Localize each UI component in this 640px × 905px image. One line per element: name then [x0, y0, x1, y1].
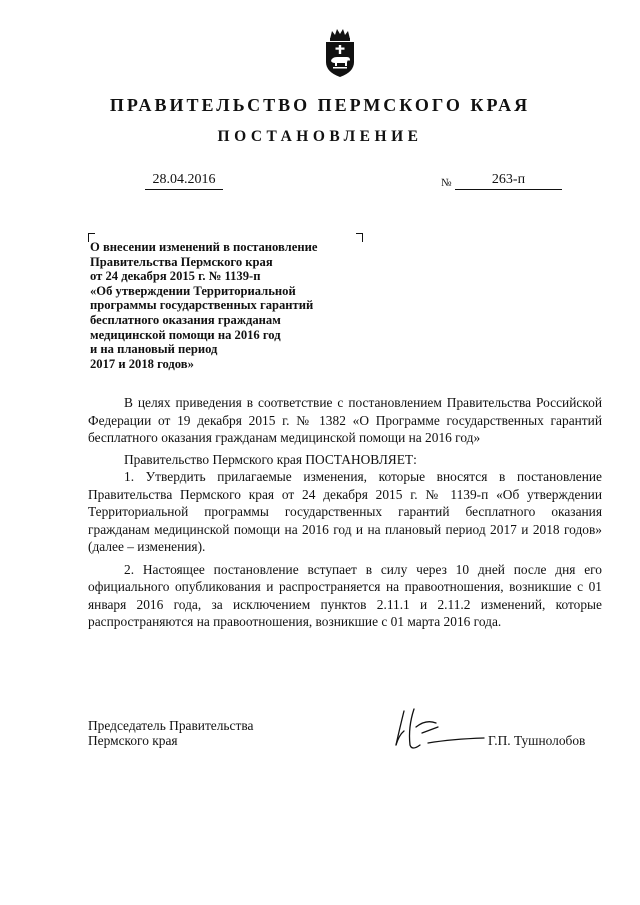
preamble-paragraph: В целях приведения в соответствие с постановлением Правительства Российской Федерации от 19 декабря 2015 г. № 1382 «О Программе государственных гарантий бесплатного оказания гражданам медицинской помощи на 2016 год» [88, 395, 602, 445]
subject-line: бесплатного оказания гражданам [90, 312, 281, 327]
perm-krai-coat-of-arms-icon [323, 28, 357, 78]
subject-line: 2017 и 2018 годов» [90, 356, 194, 371]
clause-2-paragraph: 2. Настоящее постановление вступает в силу через 10 дней после дня его официального опубликования и распространяется на правоотношения, возникшие с 01 января 2016 года, за исключением пунктов 2.11.1 и 2.11.2 изменений, которые распространяются на правоотношения, возникшие с 01 марта 2016 года. [88, 561, 602, 629]
government-title: ПРАВИТЕЛЬСТВО ПЕРМСКОГО КРАЯ [109, 95, 531, 115]
subject-line: О внесении изменений в постановление [90, 240, 318, 254]
subject-line: и на плановый период [90, 342, 218, 357]
document-subject [90, 240, 390, 371]
subject-line: «Об утверждении Территориальной [90, 283, 296, 298]
signer-position-line: Пермского края [88, 733, 178, 748]
resolves-paragraph: Правительство Пермского края ПОСТАНОВЛЯЕТ: [124, 451, 417, 467]
subject-line: Правительства Пермского края [90, 254, 273, 269]
number-sign: № [441, 177, 452, 189]
signer-name: Г.П. Тушнолобов [488, 733, 586, 748]
subject-line: от 24 декабря 2015 г. № 1139-п [90, 269, 261, 284]
document-number: 263-п [455, 172, 562, 190]
document-body [88, 394, 602, 631]
subject-line: медицинской помощи на 2016 год [90, 327, 281, 342]
clause-1-paragraph: 1. Утвердить прилагаемые изменения, которые вносятся в постановление Правительства Пермского края от 24 декабря 2015 г. № 1139-п «Об утверждении Территориальной программы государственных гарантий бесплатного оказания гражданам медицинской помощи на 2016 год и на плановый период 2017 и 2018 годов» (далее – изменения). [88, 469, 602, 554]
signer-position [88, 718, 253, 748]
document-date: 28.04.2016 [145, 172, 223, 190]
document-type: ПОСТАНОВЛЕНИЕ [217, 128, 423, 145]
subject-line: программы государственных гарантий [90, 298, 314, 313]
signer-position-line: Председатель Правительства [88, 718, 254, 733]
handwritten-signature-icon [392, 705, 487, 755]
